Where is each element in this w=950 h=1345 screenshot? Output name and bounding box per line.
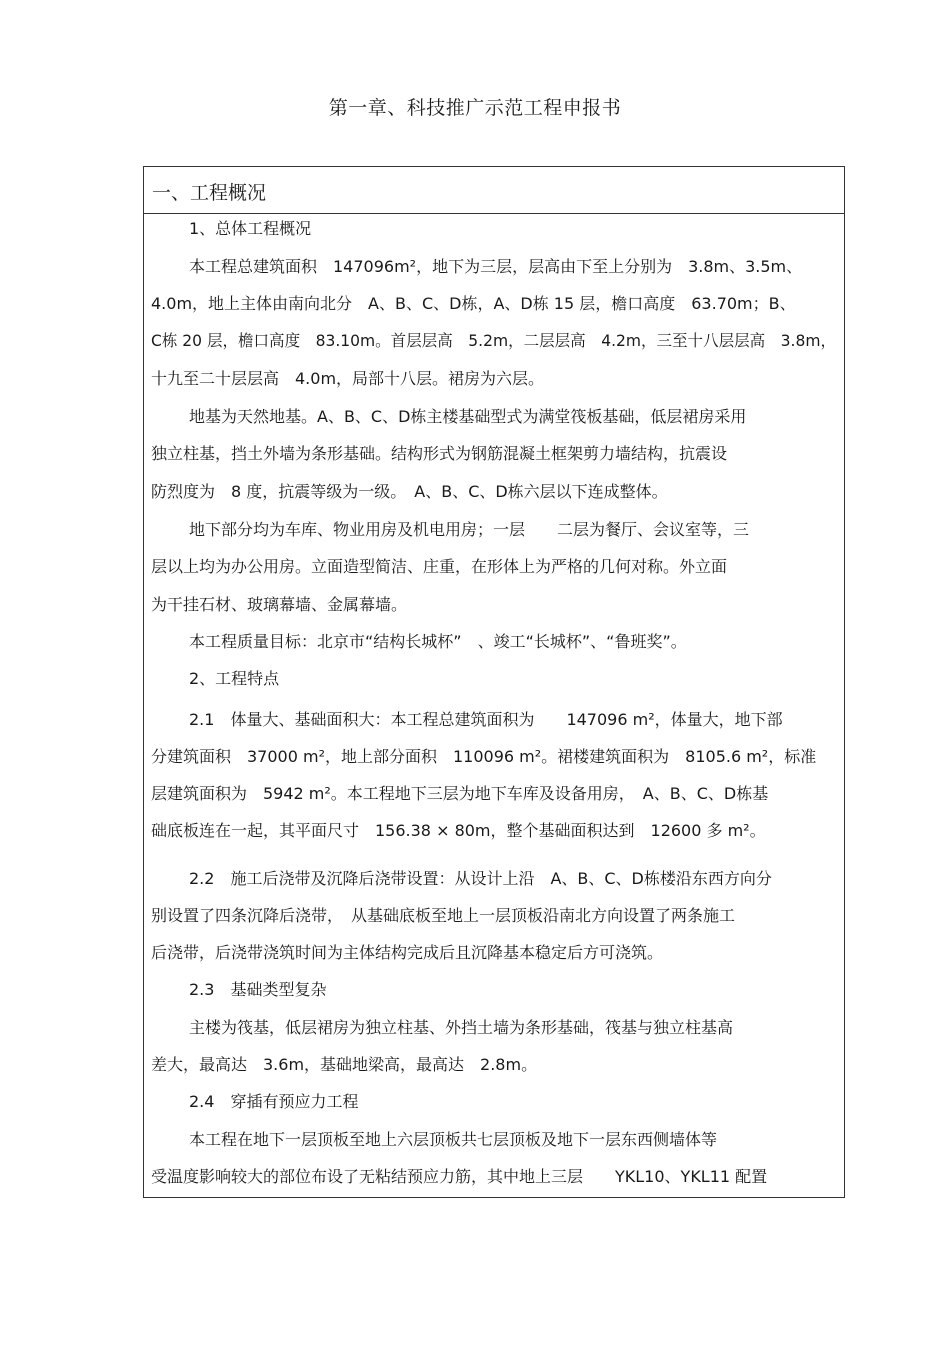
- paragraph-line: 本工程质量目标：北京市“结构长城杯” 、竣工“长城杯”、“鲁班奖”。: [189, 632, 687, 651]
- report-table: [143, 166, 845, 1198]
- paragraph-line: 差大，最高达 3.6m，基础地梁高，最高达 2.8m。: [151, 1055, 538, 1074]
- paragraph-line: 受温度影响较大的部位布设了无粘结预应力筋，其中地上三层 YKL10、YKL11 配置: [151, 1167, 768, 1186]
- paragraph-line: 主楼为筏基，低层裙房为独立柱基、外挡土墙为条形基础，筏基与独立柱基高: [189, 1018, 734, 1037]
- subsection-heading: 2.3 基础类型复杂: [189, 980, 327, 999]
- paragraph-line: 为干挂石材、玻璃幕墙、金属幕墙。: [151, 595, 408, 614]
- paragraph-line: 分建筑面积 37000 m²，地上部分面积 110096 m²。裙楼建筑面积为 8105.6 m²，标准: [151, 747, 817, 766]
- paragraph-line: 独立柱基，挡土外墙为条形基础。结构形式为钢筋混凝土框架剪力墙结构，抗震设: [151, 444, 728, 463]
- paragraph-line: 十九至二十层层高 4.0m，局部十八层。裙房为六层。: [151, 369, 545, 388]
- paragraph-line: 防烈度为 8 度，抗震等级为一级。 A、B、C、D栋六层以下连成整体。: [151, 482, 668, 501]
- paragraph-line: 本工程总建筑面积 147096m²，地下为三层，层高由下至上分别为 3.8m、3.5m、: [189, 257, 803, 276]
- paragraph-line: 2.1 体量大、基础面积大：本工程总建筑面积为 147096 m²，体量大，地下部: [189, 710, 783, 729]
- subsection-heading: 2.4 穿插有预应力工程: [189, 1092, 359, 1111]
- page-title: 第一章、科技推广示范工程申报书: [328, 97, 622, 119]
- paragraph-line: 2.2 施工后浇带及沉降后浇带设置：从设计上沿 A、B、C、D栋楼沿东西方向分: [189, 869, 772, 888]
- paragraph-line: 地基为天然地基。A、B、C、D栋主楼基础型式为满堂筏板基础，低层裙房采用: [189, 407, 747, 426]
- section-header-cell: [144, 167, 844, 214]
- paragraph-line: 地下部分均为车库、物业用房及机电用房；一层 二层为餐厅、会议室等，三: [189, 520, 750, 539]
- paragraph-line: 本工程在地下一层顶板至地上六层顶板共七层顶板及地下一层东西侧墙体等: [189, 1130, 718, 1149]
- subsection-heading: 2、工程特点: [189, 669, 280, 688]
- section-title: 一、工程概况: [152, 182, 267, 204]
- paragraph-line: 4.0m，地上主体由南向北分 A、B、C、D栋，A、D栋 15 层，檐口高度 63.70m；B、: [151, 294, 796, 313]
- paragraph-line: 层以上均为办公用房。立面造型简洁、庄重，在形体上为严格的几何对称。外立面: [151, 557, 728, 576]
- paragraph-line: 别设置了四条沉降后浇带， 从基础底板至地上一层顶板沿南北方向设置了两条施工: [151, 906, 736, 925]
- subsection-heading: 1、总体工程概况: [189, 219, 312, 238]
- paragraph-line: 层建筑面积为 5942 m²。本工程地下三层为地下车库及设备用房， A、B、C、D栋基: [151, 784, 769, 803]
- paragraph-line: 础底板连在一起，其平面尺寸 156.38 × 80m，整个基础面积达到 12600 多 m²。: [151, 821, 766, 840]
- paragraph-line: C栋 20 层，檐口高度 83.10m。首层层高 5.2m，二层层高 4.2m，三至十八层层高 3.8m，: [151, 331, 837, 350]
- paragraph-line: 后浇带，后浇带浇筑时间为主体结构完成后且沉降基本稳定后方可浇筑。: [151, 943, 664, 962]
